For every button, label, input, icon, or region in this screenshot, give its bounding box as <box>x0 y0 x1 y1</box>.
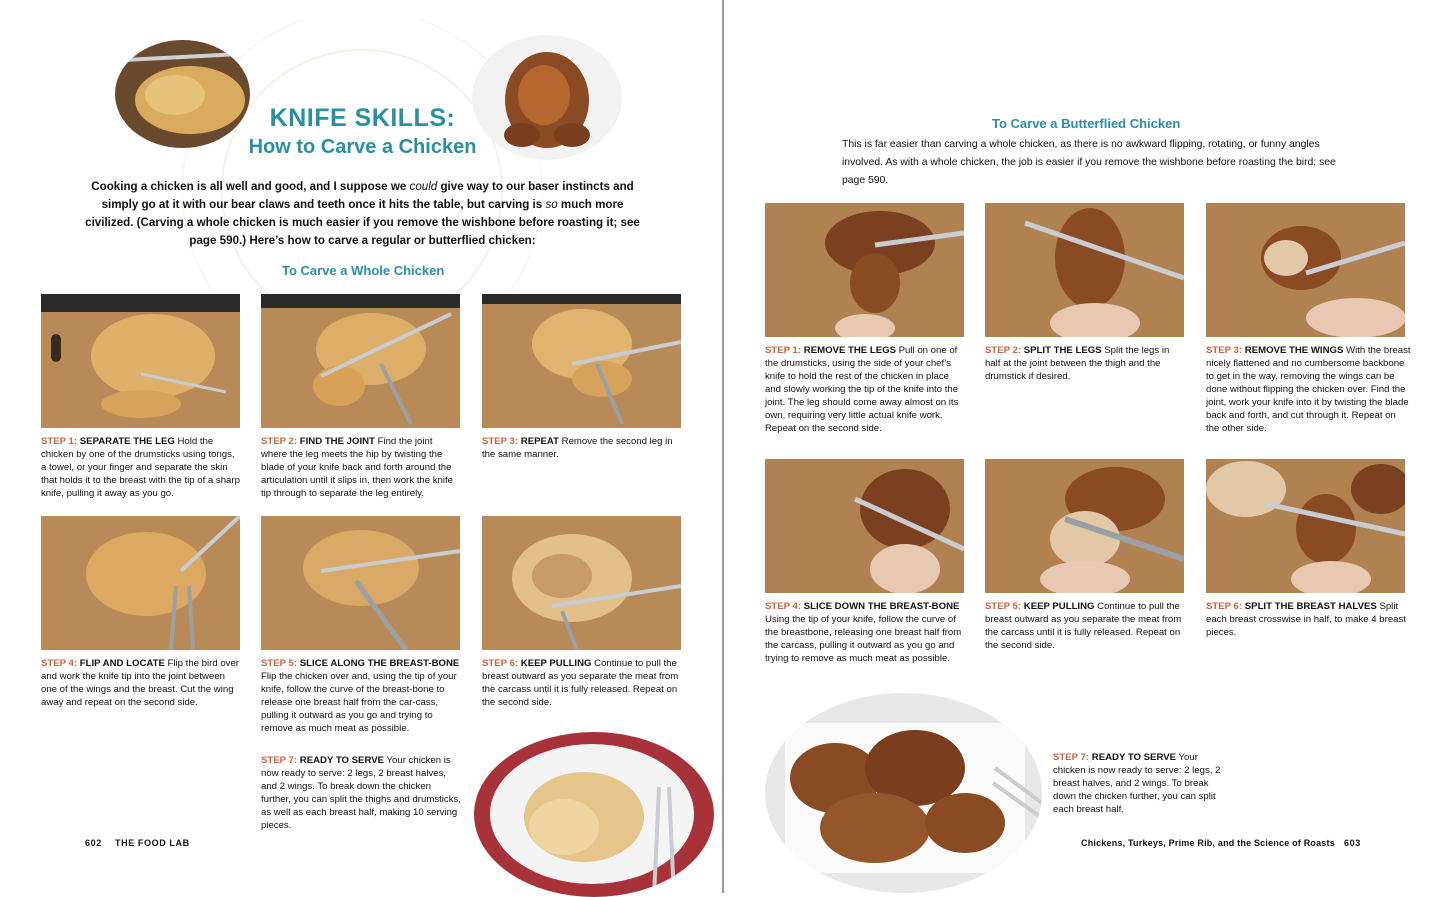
served-butterflied-chicken-photo <box>765 693 1042 893</box>
step-text: Your chicken is now ready to serve: 2 legs, 2 breast halves, and 2 wings. To break down the chicken further, you can split each breast half. <box>1053 752 1221 815</box>
step-caption <box>261 754 461 832</box>
step-photo <box>41 294 240 428</box>
intro-text-1: Cooking a chicken is all well and good, and I suppose we <box>91 180 410 193</box>
step-text: Hold the chicken by one of the drumsticks using tongs, a towel, or your finger and separate the skin that holds it to the breast with the tip of a sharp knife, pulling it away as you go. <box>41 436 240 499</box>
step-caption <box>1053 751 1223 816</box>
step-photo <box>482 516 681 650</box>
step-caption <box>261 435 461 500</box>
page-subtitle: How to Carve a Chicken <box>248 136 477 158</box>
step-label: STEP 1: <box>765 345 802 356</box>
step-caption <box>41 657 241 709</box>
step-label: STEP 7: <box>261 755 298 766</box>
step-heading: KEEP PULLING <box>520 658 592 669</box>
step-caption <box>765 600 965 665</box>
step-label: STEP 6: <box>1206 601 1243 612</box>
step-photo <box>261 294 460 428</box>
step-label: STEP 1: <box>41 436 78 447</box>
step-heading: SLICE DOWN THE BREAST-BONE <box>803 601 960 612</box>
page-title: KNIFE SKILLS: <box>269 104 456 132</box>
step-label: STEP 2: <box>985 345 1022 356</box>
footer-book-title: THE FOOD LAB <box>115 838 190 848</box>
step-photo <box>482 294 681 428</box>
step-caption <box>482 435 682 461</box>
whole-chicken-section-title: To Carve a Whole Chicken <box>282 263 445 278</box>
step-photo <box>765 459 964 593</box>
step-heading: SEPARATE THE LEG <box>79 436 175 447</box>
step-photo <box>765 203 964 337</box>
intro-emphasis-1: could <box>409 180 438 193</box>
step-label: STEP 4: <box>41 658 78 669</box>
intro-paragraph <box>80 178 645 250</box>
step-label: STEP 3: <box>482 436 519 447</box>
step-text: Your chicken is now ready to serve: 2 legs, 2 breast halves, and 2 wings. To break down the chicken further, you can split the thighs and drumsticks, as well as each breast half, making 10 serving pieces. <box>261 755 461 831</box>
step-caption <box>1206 600 1411 639</box>
step-heading: SPLIT THE LEGS <box>1023 345 1102 356</box>
step-text: Split the legs in half at the joint between the thigh and the drumstick if desired. <box>985 345 1170 382</box>
footer-page-number: 602 <box>85 838 102 848</box>
step-label: STEP 5: <box>985 601 1022 612</box>
step-heading: KEEP PULLING <box>1023 601 1095 612</box>
butterflied-section-title: To Carve a Butterflied Chicken <box>992 116 1181 131</box>
step-photo <box>985 459 1184 593</box>
step-caption <box>41 435 241 500</box>
step-text: Continue to pull the breast outward as you separate the meat from the carcass until it is fully released. Repeat on the second side. <box>985 601 1182 651</box>
step-photo <box>41 516 240 650</box>
step-photo <box>985 203 1184 337</box>
step-text: Using the tip of your knife, follow the curve of the breastbone, releasing one breast half from the carcass, pulling it outward as you go and trying to remove as much meat as possible. <box>765 614 962 664</box>
intro-text-3: much more civilized. (Carving a whole chicken is much easier if you remove the wishbone before roasting it; see page 590.) Here’s how to carve a regular or butterflied chicken: <box>85 198 640 247</box>
step-text: Flip the bird over and work the knife tip into the joint between one of the wings and the breast. Cut the wing away and repeat on the second side. <box>41 658 239 708</box>
step-heading: REMOVE THE WINGS <box>1244 345 1344 356</box>
step-heading: REPEAT <box>520 436 559 447</box>
step-heading: SPLIT THE BREAST HALVES <box>1244 601 1377 612</box>
footer-page-number-right: 603 <box>1344 838 1361 848</box>
step-text: Remove the second leg in the same manner. <box>482 436 673 460</box>
whole-chicken-photo <box>115 40 250 148</box>
step-heading: READY TO SERVE <box>299 755 385 766</box>
page-gutter <box>722 0 724 893</box>
step-caption <box>985 600 1185 652</box>
step-label: STEP 3: <box>1206 345 1243 356</box>
step-photo <box>1206 203 1405 337</box>
step-label: STEP 2: <box>261 436 298 447</box>
step-text: Find the joint where the leg meets the hip by twisting the blade of your knife back and forth around the articulation until it slips in, then work the knife tip through to separate the leg entirely. <box>261 436 453 499</box>
step-caption <box>1206 344 1411 435</box>
intro-emphasis-2: so <box>545 198 558 211</box>
step-label: STEP 4: <box>765 601 802 612</box>
step-photo <box>261 516 460 650</box>
butterflied-chicken-photo <box>472 35 622 160</box>
step-caption <box>261 657 461 735</box>
step-heading: SLICE ALONG THE BREAST-BONE <box>299 658 460 669</box>
step-caption <box>765 344 965 435</box>
step-photo <box>1206 459 1405 593</box>
step-label: STEP 5: <box>261 658 298 669</box>
step-text: Flip the chicken over and, using the tip of your knife, follow the curve of the breast-bone to release one breast half from the car-cass, pulling it outward as you go and trying to remove as much meat as possible. <box>261 671 457 734</box>
step-heading: REMOVE THE LEGS <box>803 345 896 356</box>
footer-chapter-title: Chickens, Turkeys, Prime Rib, and the Science of Roasts <box>1081 838 1335 848</box>
step-caption <box>985 344 1185 383</box>
butterflied-intro: This is far easier than carving a whole chicken, as there is no awkward flipping, rotating, or funny angles involved. As with a whole chicken, the job is easier if you remove the wishbone before roasting the bird; see page 590. <box>842 139 1336 186</box>
step-text: With the breast nicely flattened and no cumbersome backbone to get in the way, removing the wings can be done without flipping the chicken over. Find the joint, work your knife into it by twisting the blade back and forth, and cut through it. Repeat on the other side. <box>1206 345 1411 434</box>
step-label: STEP 7: <box>1053 752 1090 763</box>
step-label: STEP 6: <box>482 658 519 669</box>
step-text: Pull on one of the drumsticks, using the side of your chef’s knife to hold the rest of the chicken in place and slowly working the tip of the knife into the joint. The leg should come away almost on its own, requiring very little actual knife work. Repeat on the second side. <box>765 345 959 434</box>
step-heading: FLIP AND LOCATE <box>79 658 165 669</box>
step-caption <box>482 657 682 709</box>
step-text: Split each breast crosswise in half, to make 4 breast pieces. <box>1206 601 1406 638</box>
step-heading: READY TO SERVE <box>1091 752 1177 763</box>
served-chicken-photo <box>474 732 714 897</box>
intro-text-2: give way to our baser instincts and simply go at it with our bear claws and teeth once it hits the table, but carving is <box>101 180 634 211</box>
step-heading: FIND THE JOINT <box>299 436 375 447</box>
step-text: Continue to pull the breast outward as you separate the meat from the carcass until it is fully released. Repeat on the second side. <box>482 658 679 708</box>
